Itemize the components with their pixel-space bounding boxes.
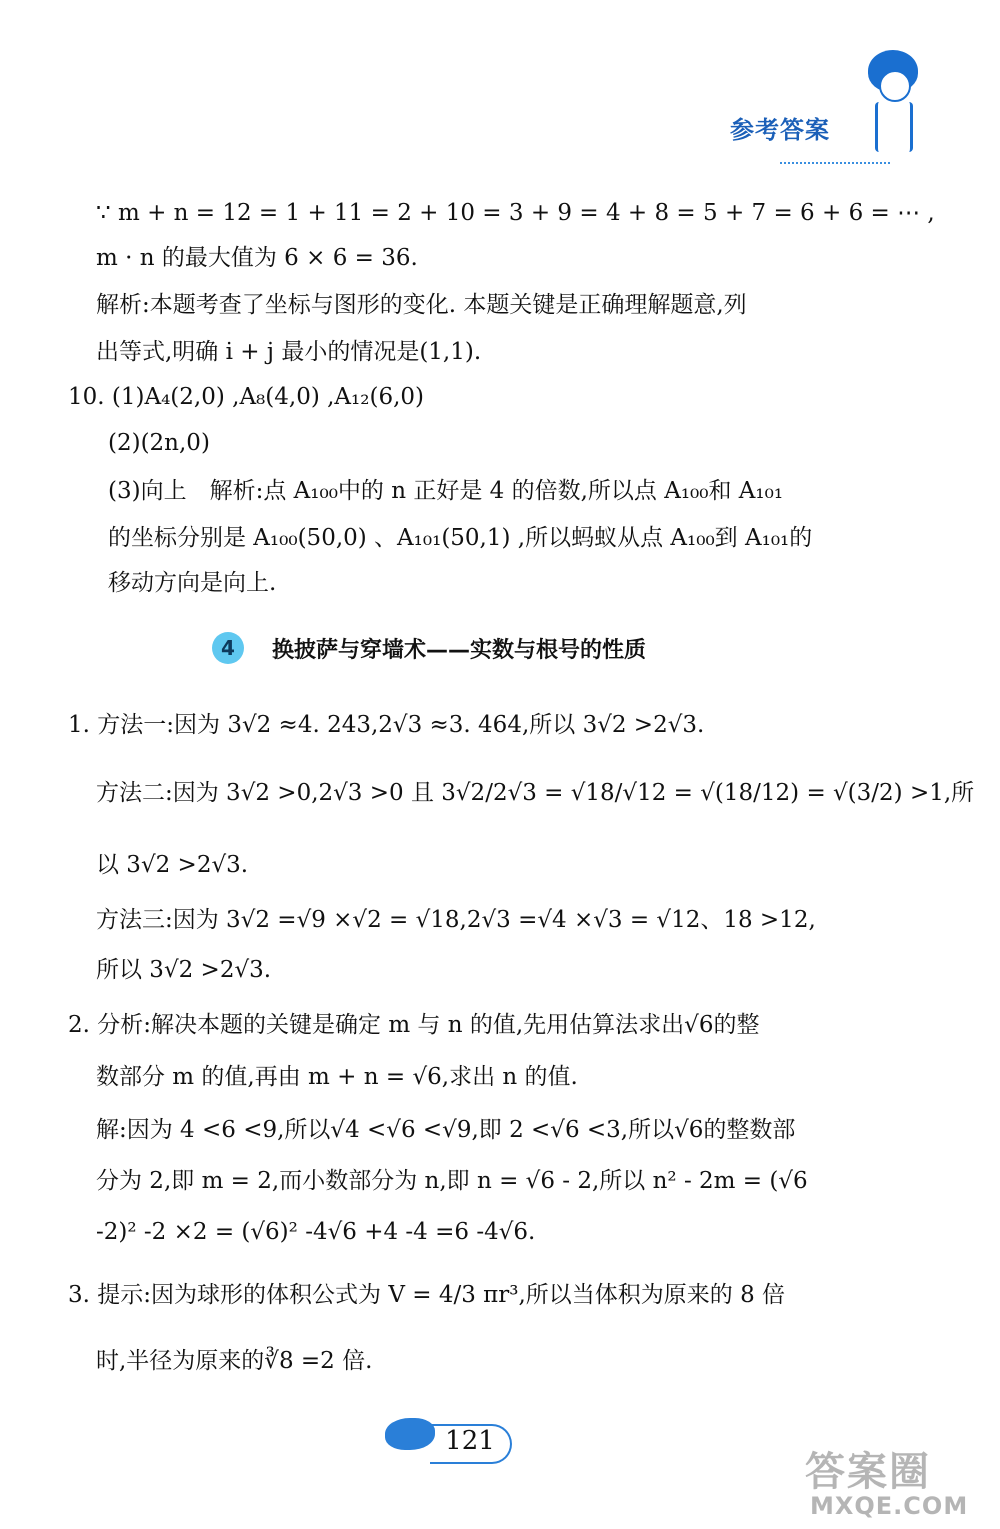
watermark <box>795 1440 995 1525</box>
page-number: 121 <box>445 1426 495 1456</box>
text-line: 分为 2,即 m = 2,而小数部分为 n,即 n = √6 - 2,所以 n² - 2m = (√6 <box>96 1168 808 1194</box>
page-footer <box>375 1410 525 1470</box>
section-number-badge: 4 <box>212 632 244 664</box>
header-title: 参考答案 <box>730 115 830 144</box>
text-line: 数部分 m 的值,再由 m + n = √6,求出 n 的值. <box>96 1064 578 1090</box>
text-line: 方法二:因为 3√2 >0,2√3 >0 且 3√2/2√3 = √18/√12 = √(18/12) = √(3/2) >1,所 <box>96 780 975 806</box>
watermark-logo-text: 答案圈 <box>805 1449 931 1495</box>
text-line: 2. 分析:解决本题的关键是确定 m 与 n 的值,先用估算法求出√6的整 <box>68 1012 760 1038</box>
text-line: m · n 的最大值为 6 × 6 = 36. <box>96 245 418 271</box>
text-line: (3)向上 解析:点 A₁₀₀中的 n 正好是 4 的倍数,所以点 A₁₀₀和 A₁₀₁ <box>108 478 784 504</box>
fish-icon <box>385 1418 435 1450</box>
text-line: 解:因为 4 <6 <9,所以√4 <√6 <√9,即 2 <√6 <3,所以√6的整数部 <box>96 1117 796 1143</box>
text-line: (2)(2n,0) <box>108 430 210 456</box>
text-line: 10. (1)A₄(2,0) ,A₈(4,0) ,A₁₂(6,0) <box>68 384 424 410</box>
header-wave-decoration <box>780 150 890 164</box>
watermark-url: MXQE.COM <box>810 1492 969 1520</box>
text-line: 移动方向是向上. <box>108 570 277 596</box>
text-line: 1. 方法一:因为 3√2 ≈4. 243,2√3 ≈3. 464,所以 3√2 >2√3. <box>68 712 705 738</box>
section-title: 换披萨与穿墙术——实数与根号的性质 <box>272 637 647 663</box>
cartoon-face-icon <box>879 70 911 102</box>
text-line: -2)² -2 ×2 = (√6)² -4√6 +4 -4 =6 -4√6. <box>96 1219 536 1245</box>
text-line: 时,半径为原来的∛8 =2 倍. <box>96 1348 373 1374</box>
text-line: 解析:本题考查了坐标与图形的变化. 本题关键是正确理解题意,列 <box>96 292 747 318</box>
cartoon-body-icon <box>875 102 913 152</box>
section-heading <box>212 632 646 664</box>
text-line: 的坐标分别是 A₁₀₀(50,0) 、A₁₀₁(50,1) ,所以蚂蚁从点 A₁₀₀到 A₁₀₁的 <box>108 525 813 551</box>
text-line: 方法三:因为 3√2 =√9 ×√2 = √18,2√3 =√4 ×√3 = √12、18 >12, <box>96 907 816 933</box>
text-line: 3. 提示:因为球形的体积公式为 V = 4/3 πr³,所以当体积为原来的 8 倍 <box>68 1282 786 1308</box>
text-line: 以 3√2 >2√3. <box>96 852 249 878</box>
text-line: ∵ m + n = 12 = 1 + 11 = 2 + 10 = 3 + 9 = 4 + 8 = 5 + 7 = 6 + 6 = ⋯ , <box>96 200 935 226</box>
text-line: 所以 3√2 >2√3. <box>96 957 272 983</box>
text-line: 出等式,明确 i + j 最小的情况是(1,1). <box>96 339 482 365</box>
